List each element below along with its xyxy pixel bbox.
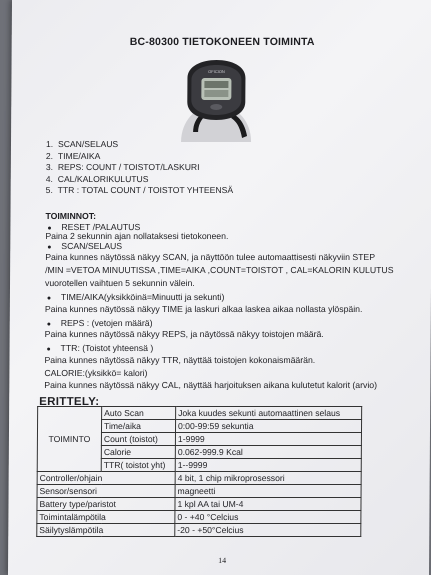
spec-value: magneetti <box>175 485 361 498</box>
spec-heading: ERITTELY: <box>39 396 100 408</box>
time-title: ● TIME/AIKA(yksikköinä=Minuutti ja sekunti) <box>49 292 225 305</box>
table-row <box>37 472 361 485</box>
device-brand: OFICION <box>208 69 225 74</box>
spec-name: Calorie <box>101 446 175 459</box>
calorie-text: Paina kunnes näytössä näkyy CAL, näyttää harjoituksen aikana kulutetut kalorit (arvio) <box>44 380 378 390</box>
spec-name: Säilytyslämpötila <box>37 524 175 537</box>
table-row <box>38 407 362 420</box>
scan-text-2: /MIN =VETOA MINUUTISSA ,TIME=AIKA ,COUNT=TOISTOT , CAL=KALORIN KULUTUS <box>45 265 394 275</box>
spec-value: Joka kuudes sekunti automaattinen selaus <box>176 407 362 420</box>
time-text: Paina kunnes näytössä näkyy TIME ja laskuri alkaa laskea aikaa nollasta ylöspäin. <box>44 304 363 314</box>
reset-text: Paina 2 sekunnin ajan nollataksesi tietokoneen. <box>45 231 229 241</box>
page-number: 14 <box>218 556 227 565</box>
list-item: 3. REPS: COUNT / TOISTOT/LASKURI <box>45 162 200 173</box>
spec-value: 1 kpl AA tai UM-4 <box>175 498 361 511</box>
list-item: 5. TTR : TOTAL COUNT / TOISTOT YHTEENSÄ <box>45 185 234 196</box>
ttr-text: Paina kunnes näytössä näkyy TTR, näyttää toistojen kokonaismäärän. <box>44 355 316 365</box>
spec-group-label: TOIMINTO <box>37 407 101 472</box>
ttr-title: ● TTR: (Toistot yhteensä ) <box>49 343 154 356</box>
spec-value: 0 - +40 °Celcius <box>175 511 361 524</box>
operations-heading: TOIMINNOT: <box>45 211 97 221</box>
spec-name: Toimintalämpötila <box>37 511 175 524</box>
page-title: BC-80300 TIETOKONEEN TOIMINTA <box>129 36 315 48</box>
spec-name: Battery type/paristot <box>37 498 175 511</box>
spec-name: Controller/ohjain <box>37 472 175 485</box>
table-row <box>37 524 361 537</box>
table-row <box>37 498 361 511</box>
spec-name: TTR( toistot yht) <box>101 459 175 472</box>
bike-computer-icon <box>171 56 262 142</box>
spec-value: 0:00-99:59 sekuntia <box>175 420 361 433</box>
reps-title: ● REPS : (vetojen määrä) <box>49 318 153 331</box>
list-item: 4. CAL/KALORIKULUTUS <box>45 173 149 184</box>
table-row <box>37 511 361 524</box>
spec-name: Time/aika <box>101 420 175 433</box>
spec-value: 1--9999 <box>175 459 361 472</box>
spec-value: 4 bit, 1 chip mikroprosessori <box>175 472 361 485</box>
reset-title: ● RESET /PALAUTUS <box>49 222 140 235</box>
spec-name: Count (toistot) <box>101 433 175 446</box>
spec-value: -20 - +50°Celcius <box>175 524 361 537</box>
spec-value: 0.062-999.9 Kcal <box>175 446 361 459</box>
list-item: 1. SCAN/SELAUS <box>45 139 119 149</box>
table-row <box>37 485 361 498</box>
spec-table <box>36 406 362 537</box>
spec-name: Auto Scan <box>102 407 176 420</box>
reps-text: Paina kunnes näytössä näkyy REPS, ja näytössä näkyy toistojen määrä. <box>44 329 324 339</box>
calorie-title: CALORIE:(yksikkö= kalori) <box>44 368 148 378</box>
manual-page <box>8 0 431 575</box>
function-list <box>46 139 234 197</box>
scan-text-1: Paina kunnes näytössä näkyy SCAN, ja näyttöön tulee automaattisesti näkyviin STEP <box>45 252 376 262</box>
spec-value: 1-9999 <box>175 433 361 446</box>
scan-text-3: vuorotellen vaihtuen 5 sekunnin välein. <box>44 278 195 288</box>
scan-title: ● SCAN/SELAUS <box>49 241 122 254</box>
spec-name: Sensor/sensori <box>37 485 175 498</box>
list-item: 2. TIME/AIKA <box>45 150 101 161</box>
